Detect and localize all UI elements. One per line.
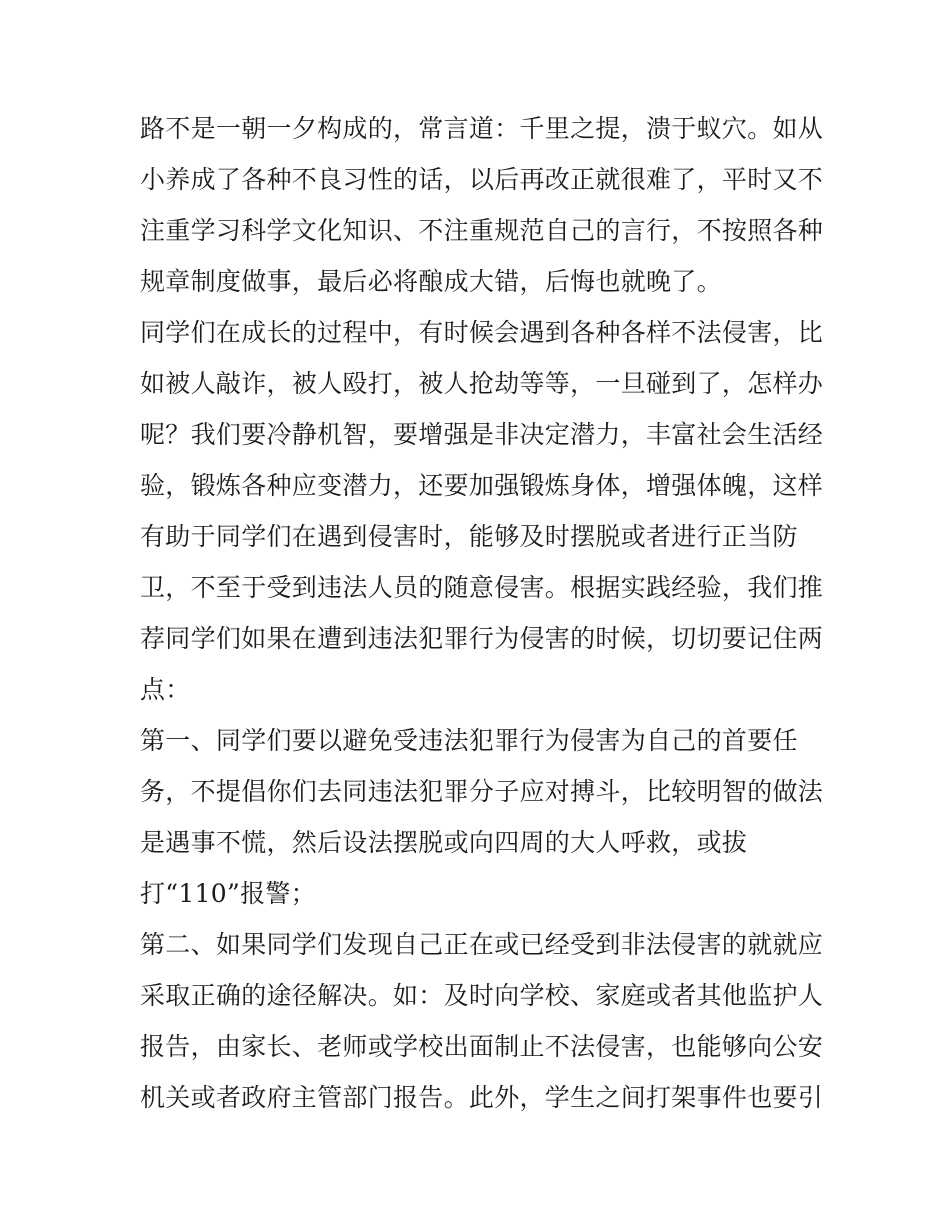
text-line: 卫，不至于受到违法人员的随意侵害。根据实践经验，我们推: [140, 573, 824, 602]
text-line: 是遇事不慌，然后设法摆脱或向四周的大人呼救，或拔: [140, 828, 748, 857]
text-line: 第一、同学们要以避免受违法犯罪行为侵害为自己的首要任: [140, 726, 798, 755]
text-line: 点：: [140, 675, 191, 704]
text-line: 打“110”报警；: [140, 879, 316, 908]
text-line: 荐同学们如果在遭到违法犯罪行为侵害的时候，切切要记住两: [140, 624, 824, 653]
text-line: 规章制度做事，最后必将酿成大错，后悔也就晚了。: [140, 267, 722, 296]
text-line: 验，锻炼各种应变潜力，还要加强锻炼身体，增强体魄，这样: [140, 471, 824, 500]
text-line: 注重学习科学文化知识、不注重规范自己的言行，不按照各种: [140, 216, 824, 245]
text-line: 有助于同学们在遇到侵害时，能够及时摆脱或者进行正当防: [140, 522, 798, 551]
text-line: 第二、如果同学们发现自己正在或已经受到非法侵害的就就应: [140, 930, 824, 959]
text-line: 报告，由家长、老师或学校出面制止不法侵害，也能够向公安: [140, 1032, 824, 1061]
text-line: 路不是一朝一夕构成的，常言道：千里之提，溃于蚁穴。如从: [140, 114, 824, 143]
text-line: 机关或者政府主管部门报告。此外，学生之间打架事件也要引: [140, 1083, 824, 1112]
text-line: 务，不提倡你们去同违法犯罪分子应对搏斗，比较明智的做法: [140, 777, 824, 806]
text-line: 小养成了各种不良习性的话，以后再改正就很难了，平时又不: [140, 165, 824, 194]
text-line: 采取正确的途径解决。如：及时向学校、家庭或者其他监护人: [140, 981, 824, 1010]
text-line: 呢？我们要冷静机智，要增强是非决定潜力，丰富社会生活经: [140, 420, 824, 449]
text-line: 同学们在成长的过程中，有时候会遇到各种各样不法侵害，比: [140, 318, 824, 347]
text-line: 如被人敲诈，被人殴打，被人抢劫等等，一旦碰到了，怎样办: [140, 369, 824, 398]
